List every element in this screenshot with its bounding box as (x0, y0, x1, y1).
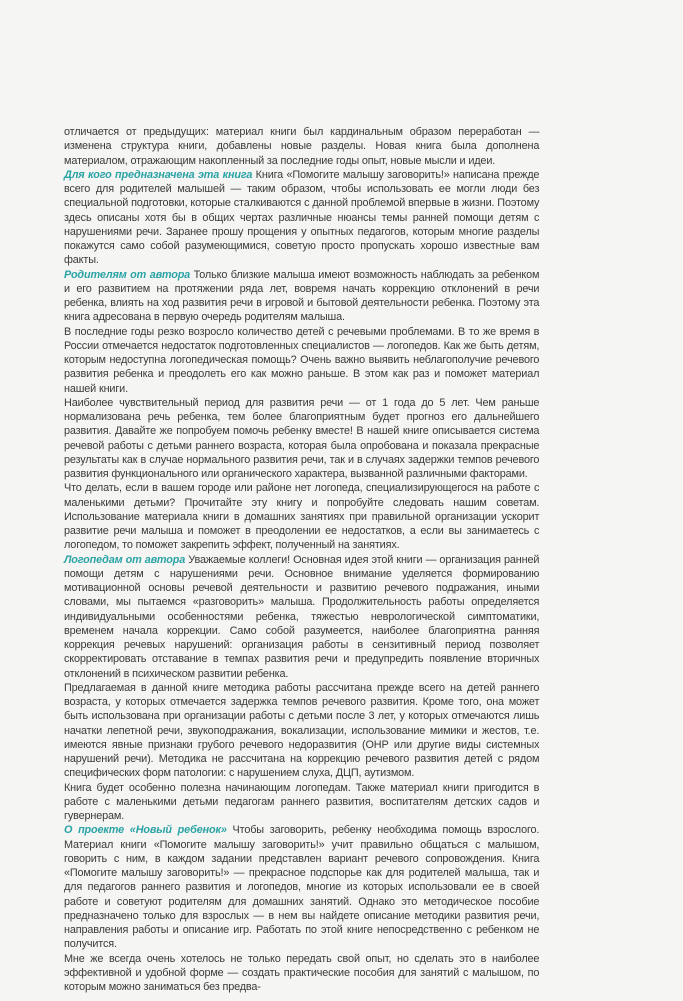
paragraph: Мне же всегда очень хотелось не только передать свой опыт, но сделать это в наиболее эффективной и удобной форме — создать практические пособия для занятий с малышом, по которым можно заниматься без предва- (64, 952, 540, 993)
paragraph-for-whom: Для кого предназначена эта книга Книга «Помогите малышу заговорить!» написана прежде всего для родителей малышей — таким образом, чтобы использовать ее могли люди без специальной подготовки, которые сталкиваются с данной проблемой впервые в жизни. Поэтому здесь описаны хотя бы в общих чертах различные нюансы темы ранней помощи детям с нарушениями речи. Заранее прошу прощения у опытных педагогов, которым многие разделы покажутся само собой разумеющимися, советую просто пропускать хорошо известные вам факты. (64, 168, 540, 267)
body-text (64, 125, 539, 994)
heading-to-logopedists: Логопедам от автора (64, 553, 186, 566)
heading-to-parents: Родителям от автора (64, 268, 191, 281)
paragraph: Что делать, если в вашем городе или районе нет логопеда, специализирующегося на работе с маленькими детьми? Прочитайте эту книгу и попробуйте следовать нашим советам. Использование материала книги в домашних занятиях при правильной организации ускорит развитие речи малыша и поможет в преодолении ее недостатков, а если вы занимаетесь с логопедом, то поможет закрепить эффект, полученный на занятиях. (64, 482, 540, 552)
heading-for-whom: Для кого предназначена эта книга (64, 168, 253, 181)
paragraph-to-logopedists: Логопедам от автора Уважаемые коллеги! Основная идея этой книги — организация ранней помощи детям с нарушениями речи. Основное внимание уделяется формированию мотивационной основы речевой деятельности и развитию речевого подражания, иными словами, мы пытаемся «разговорить» малыша. Продолжительность работы определяется индивидуальными особенностями ребенка, тяжестью неврологической симптоматики, временем начала коррекции. Само собой разумеется, наиболее благоприятна ранняя коррекция речевых нарушений: организация работы в сензитивный период позволяет скорректировать отставание в темпах развития речи и предупредить появление вторичных отклонений в психическом развитии ребенка. (64, 553, 540, 680)
heading-about-project: О проекте «Новый ребенок» (64, 824, 227, 837)
paragraph: Предлагаемая в данной книге методика работы рассчитана прежде всего на детей раннего возраста, у которых отмечается задержка темпов речевого развития. Кроме того, она может быть использована при организации работы с детьми после 3 лет, у которых отмечаются лишь начатки лепетной речи, звукоподражания, вокализации, использование мимики и жестов, т.е. имеются явные признаки грубого речевого недоразвития (ОНР или другие виды системных нарушений речи). Методика не рассчитана на коррекцию речевого развития детей с рядом специфических форм патологии: с нарушением слуха, ДЦП, аутизмом. (64, 681, 540, 780)
paragraph-continuation: отличается от предыдущих: материал книги был кардинальным образом переработан — изменена структура книги, добавлены новые разделы. Новая книга была дополнена материалом, отражающим накопленный за последние годы опыт, новые мысли и идеи. (64, 126, 540, 167)
paragraph: Наиболее чувствительный период для развития речи — от 1 года до 5 лет. Чем раньше нормализована речь ребенка, тем более благоприятным будет прогноз его дальнейшего развития. Давайте же попробуем помочь ребенку вместе! В нашей книге описывается система речевой работы с детьми раннего возраста, которая была опробована и показала прекрасные результаты как в случае нормального развития речи, так и в случаях задержки темпов речевого развития функционального или органического характера, вызванной различными факторами. (64, 396, 540, 480)
paragraph: Книга будет особенно полезна начинающим логопедам. Также материал книги пригодится в работе с маленькими детьми педагогам раннего развития, воспитателям детских садов и гувернерам. (64, 781, 540, 822)
paragraph: В последние годы резко возросло количество детей с речевыми проблемами. В то же время в России отмечается недостаток подготовленных специалистов — логопедов. Как же быть детям, которым недоступна логопедическая помощь? Очень важно выявить неблагополучие речевого развития ребенка и преодолеть его как можно раньше. В этом как раз и поможет материал нашей книги. (64, 325, 540, 395)
paragraph-about-project: О проекте «Новый ребенок» Чтобы заговорить, ребенку необходима помощь взрослого. Материал книги «Помогите малышу заговорить!» учит правильно общаться с малышом, говорить с ним, в каждом задании представлен вариант речевого сопровождения. Книга «Помогите малышу заговорить!» — прекрасное подспорье как для родителей малыша, так и для педагогов раннего развития и логопедов, многие из которых использовали ее в своей работе и советуют родителям для домашних занятий. Однако это методическое пособие предназначено только для взрослых — в нем вы найдете описание методики развития речи, направления работы и описание игр. Работать по этой книге непосредственно с ребенком не получится. (64, 824, 540, 951)
paragraph-to-parents: Родителям от автора Только близкие малыша имеют возможность наблюдать за ребенком и его развитием на протяжении ряда лет, вовремя начать коррекцию отклонений в речи ребенка, влиять на ход развития речи в игровой и бытовой деятельности ребенка. Поэтому эта книга адресована в первую очередь родителям малыша. (64, 268, 540, 324)
